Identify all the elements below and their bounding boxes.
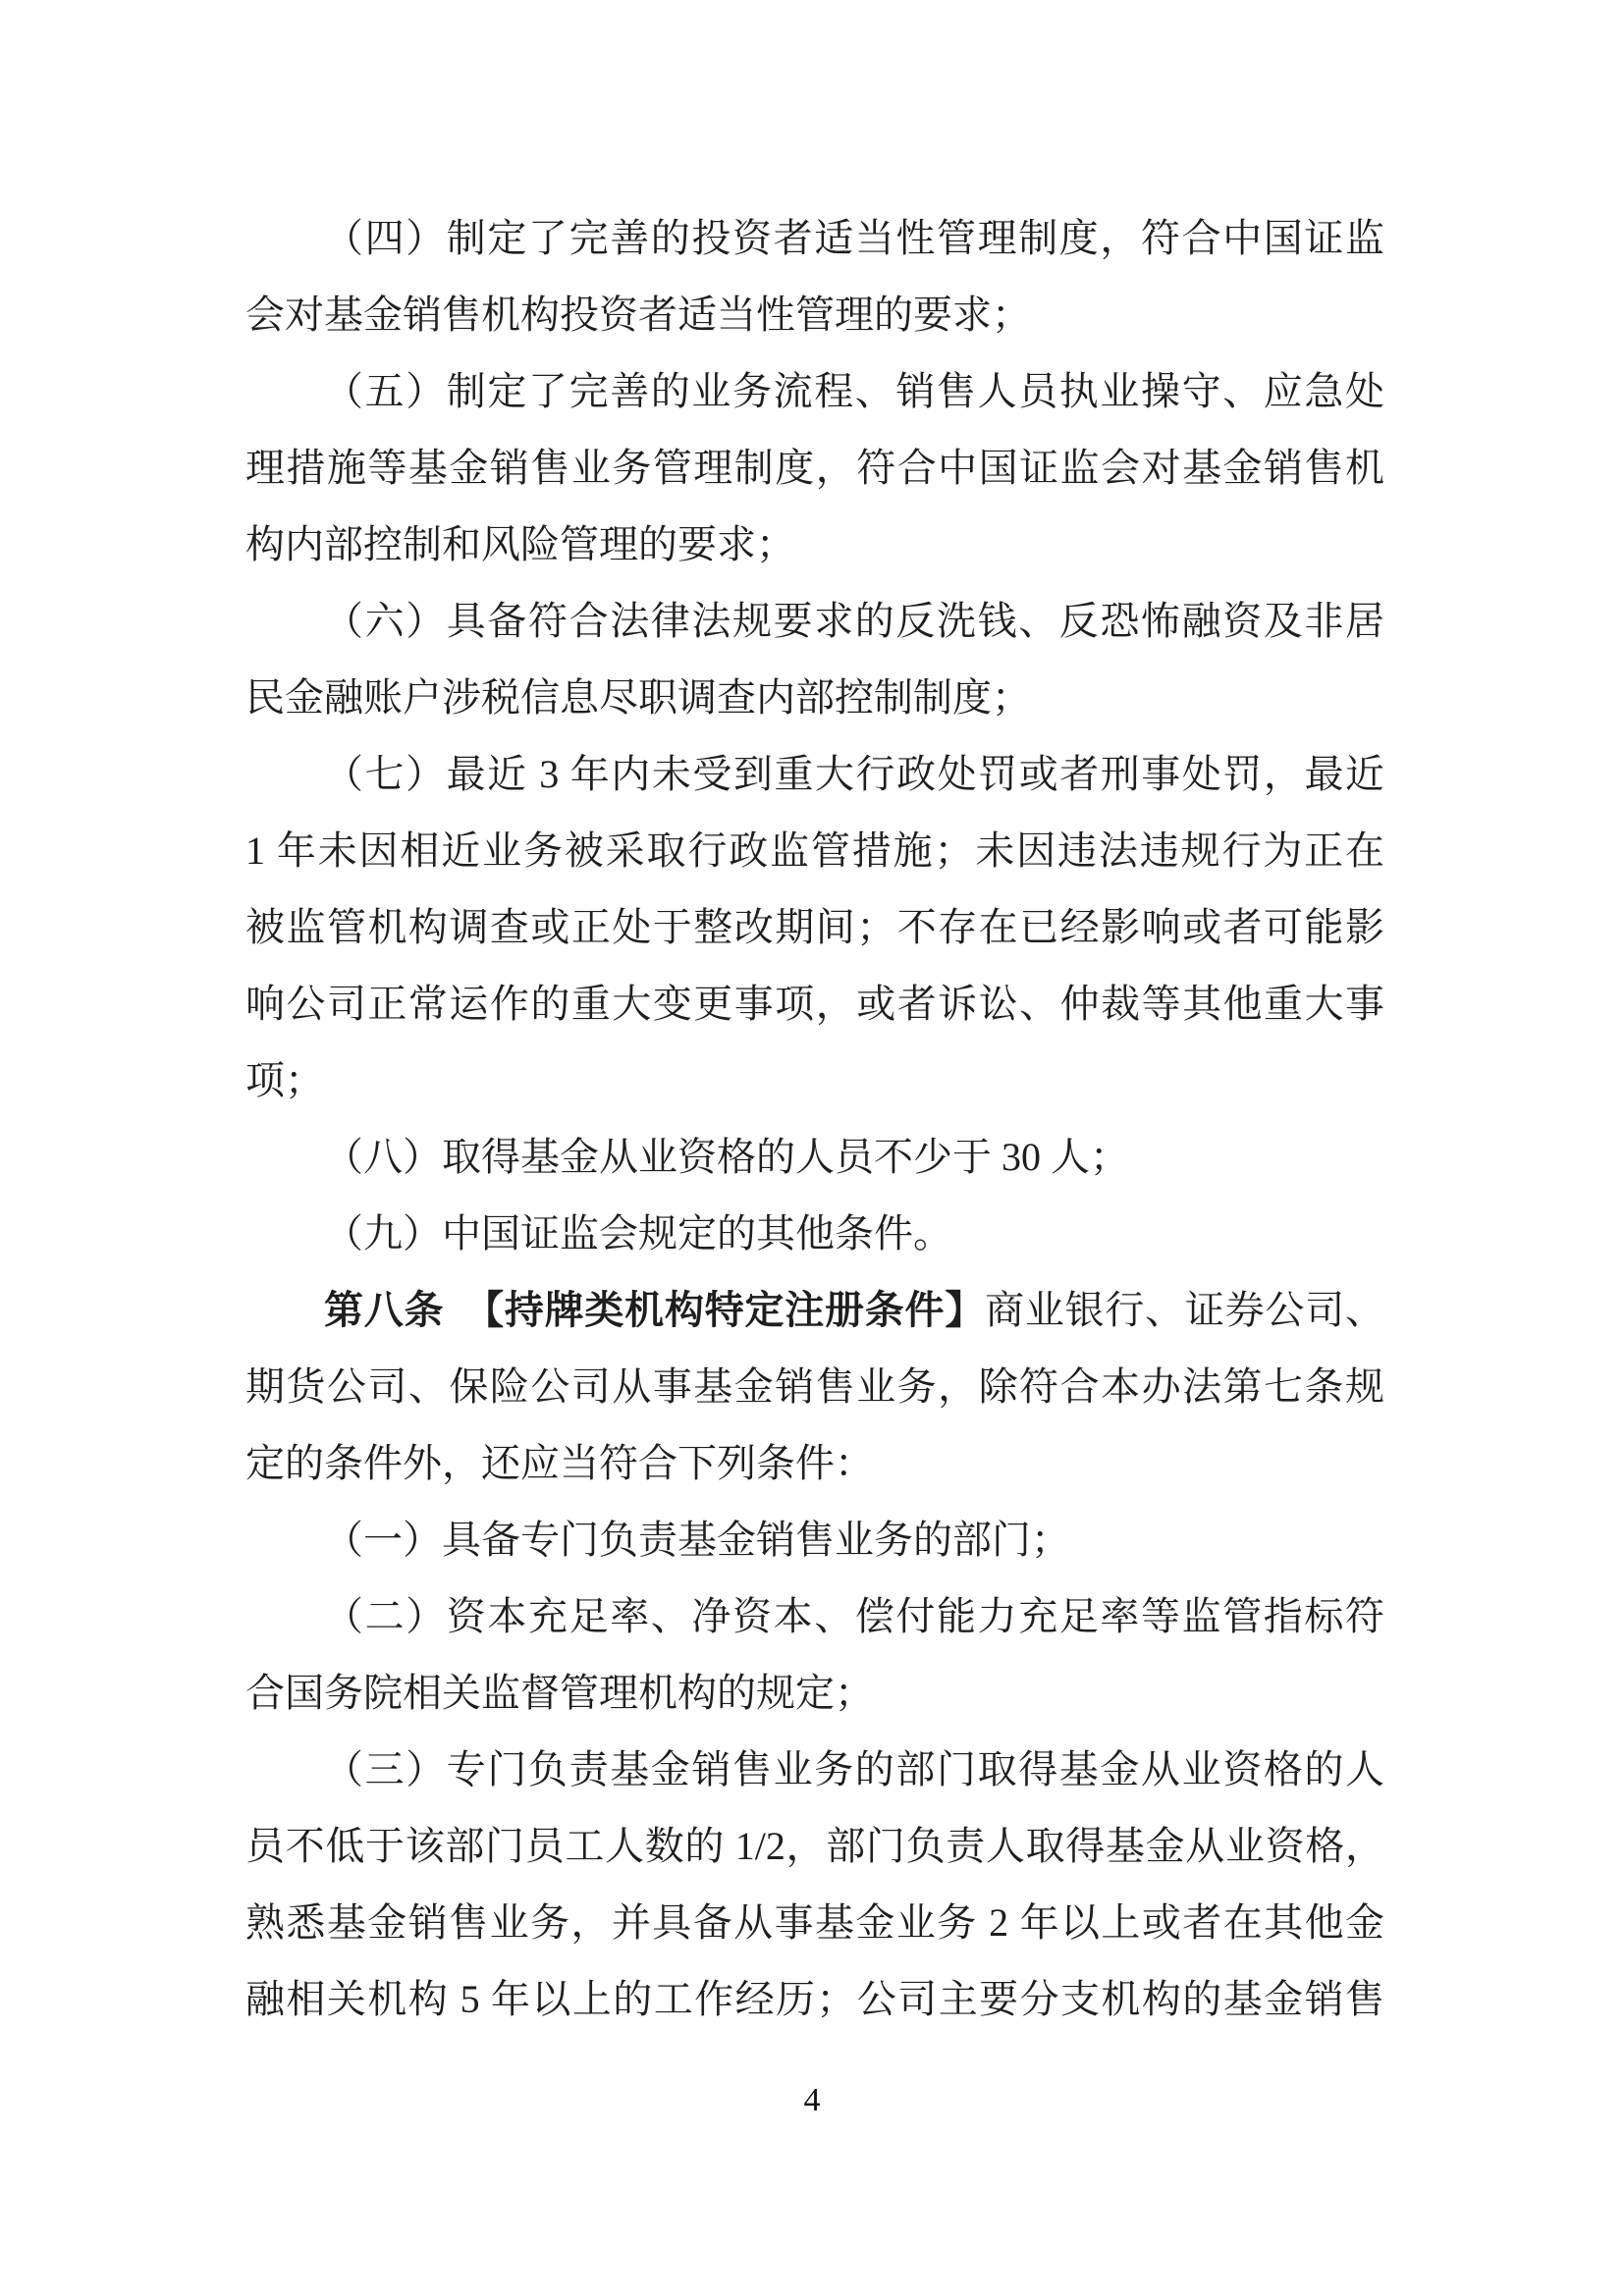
text-line: [245, 1655, 1384, 1732]
text-segment: （二）资本充足率、净资本、偿付能力充足率等监管指标符: [324, 1594, 1384, 1638]
text-line: [245, 353, 1384, 430]
text-line: [245, 1732, 1384, 1808]
text-segment: 构内部控制和风险管理的要求；: [245, 522, 795, 566]
text-segment: （八）取得基金从业资格的人员不少于 30 人；: [324, 1135, 1129, 1179]
text-line: [245, 1578, 1384, 1655]
text-segment: 理措施等基金销售业务管理制度，符合中国证监会对基金销售机: [245, 446, 1384, 490]
text-segment: 会对基金销售机构投资者适当性管理的要求；: [245, 293, 1031, 337]
text-line: [245, 966, 1384, 1042]
text-line: [245, 660, 1384, 736]
bold-text-segment: 第八条: [324, 1288, 445, 1332]
text-segment: 商业银行、证券公司、: [985, 1288, 1385, 1332]
bold-text-segment: 【持牌类机构特定注册条件】: [484, 1288, 986, 1332]
text-line: [245, 200, 1384, 277]
text-line: [245, 1885, 1384, 1961]
text-line: [245, 430, 1384, 507]
text-line: [245, 277, 1384, 353]
text-segment: （五）制定了完善的业务流程、销售人员执业操守、应急处: [324, 369, 1384, 413]
text-line: [245, 1808, 1384, 1885]
text-line: [245, 1502, 1384, 1578]
text-segment: （七）最近 3 年内未受到重大行政处罚或者刑事处罚，最近: [324, 752, 1384, 796]
page-footer: [0, 2079, 1624, 2122]
text-segment: 民金融账户涉税信息尽职调查内部控制制度；: [245, 675, 1031, 720]
text-segment: 定的条件外，还应当符合下列条件：: [245, 1441, 874, 1485]
text-line: [245, 1196, 1384, 1272]
text-segment: （六）具备符合法律法规要求的反洗钱、反恐怖融资及非居: [324, 599, 1384, 643]
text-line: [245, 813, 1384, 889]
text-segment: 响公司正常运作的重大变更事项，或者诉讼、仲裁等其他重大事: [245, 982, 1384, 1026]
text-block: [245, 200, 1384, 2038]
text-segment: （一）具备专门负责基金销售业务的部门；: [324, 1518, 1070, 1562]
text-segment: 被监管机构调查或正处于整改期间；不存在已经影响或者可能影: [245, 905, 1384, 949]
text-line: [245, 1349, 1384, 1425]
text-segment: 1 年未因相近业务被采取行政监管措施；未因违法违规行为正在: [245, 828, 1384, 873]
text-line: [245, 1425, 1384, 1502]
text-segment: （三）专门负责基金销售业务的部门取得基金从业资格的人: [324, 1747, 1384, 1791]
text-line: [245, 1042, 1384, 1119]
text-segment: 合国务院相关监督管理机构的规定；: [245, 1671, 874, 1715]
text-line: [245, 1119, 1384, 1196]
text-line: [245, 583, 1384, 660]
text-line: [245, 507, 1384, 583]
text-segment: [444, 1288, 484, 1332]
text-segment: 熟悉基金销售业务，并具备从事基金业务 2 年以上或者在其他金: [245, 1900, 1384, 1945]
text-segment: 融相关机构 5 年以上的工作经历；公司主要分支机构的基金销售: [245, 1977, 1384, 2021]
text-segment: （九）中国证监会规定的其他条件。: [324, 1211, 952, 1255]
page-number: 4: [803, 2082, 821, 2118]
text-line: [245, 1961, 1384, 2038]
text-line: [245, 889, 1384, 966]
text-segment: 员不低于该部门员工人数的 1/2，部门负责人取得基金从业资格，: [245, 1824, 1384, 1868]
text-line: [245, 1272, 1384, 1349]
text-segment: 项；: [245, 1058, 324, 1102]
text-segment: 期货公司、保险公司从事基金销售业务，除符合本办法第七条规: [245, 1364, 1384, 1409]
text-line: [245, 736, 1384, 813]
text-segment: （四）制定了完善的投资者适当性管理制度，符合中国证监: [324, 216, 1384, 260]
